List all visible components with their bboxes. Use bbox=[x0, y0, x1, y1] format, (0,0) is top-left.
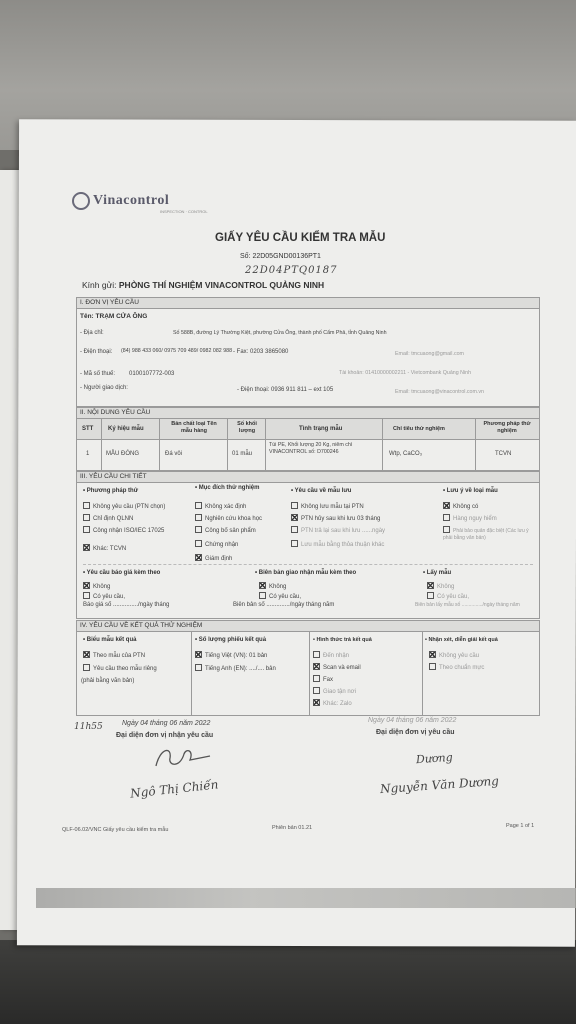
quote-option[interactable]: Có yêu cầu, bbox=[83, 592, 125, 600]
row-sample-type: Đá vôi bbox=[165, 451, 183, 457]
header-quantity: Số khối lượng bbox=[237, 421, 257, 434]
col-line bbox=[191, 632, 192, 715]
header-test-method: Phương pháp thử nghiệm bbox=[483, 421, 531, 434]
checkbox[interactable] bbox=[313, 687, 320, 694]
delivery-option[interactable]: Fax bbox=[313, 675, 333, 683]
table-col-line bbox=[101, 419, 102, 470]
footer-form-code: QLF-06.02/VNC Giấy yêu cầu kiểm tra mẫu bbox=[62, 827, 169, 833]
purpose-option[interactable]: Không xác định bbox=[195, 502, 246, 510]
checkbox-checked[interactable] bbox=[313, 663, 320, 670]
handwritten-time: 11h55 bbox=[74, 722, 103, 732]
checkbox[interactable] bbox=[83, 514, 90, 521]
table-col-line bbox=[265, 419, 266, 470]
right-signer-name: Nguyễn Văn Dương bbox=[379, 773, 500, 797]
row-quantity: 01 mẫu bbox=[232, 451, 253, 457]
checkbox[interactable] bbox=[429, 663, 436, 670]
address-value: Số 588B, đường Lý Thường Kiệt, phường Cửa Ông, thành phố Cẩm Phả, tỉnh Quảng Ninh bbox=[173, 330, 387, 336]
checkbox-checked[interactable] bbox=[429, 651, 436, 658]
fax-value: - Fax: 0203 3865080 bbox=[233, 349, 289, 355]
purpose-option[interactable]: Công bố sản phẩm bbox=[195, 526, 256, 534]
copies-title: • Số lượng phiếu kết quả bbox=[195, 637, 267, 643]
retain-title: • Yêu cầu về mẫu lưu bbox=[291, 488, 352, 494]
header-condition: Tình trạng mẫu bbox=[299, 426, 343, 432]
left-signature-scribble bbox=[150, 744, 220, 774]
section-heading: I. ĐƠN VỊ YÊU CẦU bbox=[77, 298, 539, 309]
footer-version: Phiên bản 01.21 bbox=[272, 825, 313, 831]
copies-option[interactable]: Tiếng Anh (EN): ..../.... bản bbox=[195, 664, 276, 672]
contact-email: Email: tmcuaong@vinacontrol.com.vn bbox=[395, 389, 484, 395]
left-signer-name: Ngô Thị Chiến bbox=[129, 777, 219, 801]
row-condition: Túi PE, Khối lượng 20 Kg, niêm chì VINACONTROL số: D700246 bbox=[269, 442, 353, 455]
sampling-option[interactable]: Không bbox=[427, 582, 454, 590]
review-option[interactable]: Không yêu cầu bbox=[429, 651, 479, 659]
delivery-option[interactable]: Scan và email bbox=[313, 663, 361, 671]
form-option[interactable]: Yêu cầu theo mẫu riêng bbox=[83, 664, 157, 672]
checkbox-checked[interactable] bbox=[443, 502, 450, 509]
footer-page: Page 1 of 1 bbox=[506, 823, 535, 829]
method-title: • Phương pháp thử bbox=[83, 488, 139, 494]
retain-option[interactable]: Không lưu mẫu tại PTN bbox=[291, 502, 364, 510]
section-detailed-requirements bbox=[76, 471, 540, 619]
checkbox-checked[interactable] bbox=[83, 544, 90, 551]
right-date: Ngày 04 tháng 06 năm 2022 bbox=[368, 717, 457, 724]
table-col-line bbox=[475, 419, 476, 470]
review-option[interactable]: Theo chuẩn mực bbox=[429, 663, 484, 671]
checkbox-checked[interactable] bbox=[427, 582, 434, 589]
checkbox-checked[interactable] bbox=[195, 651, 202, 658]
checkbox[interactable] bbox=[291, 502, 298, 509]
checkbox[interactable] bbox=[83, 664, 90, 671]
purpose-option[interactable]: Giám định bbox=[195, 554, 232, 562]
purpose-option[interactable]: Nghiên cứu khoa học bbox=[195, 514, 262, 522]
note-option[interactable]: Hàng nguy hiểm bbox=[443, 514, 497, 522]
checkbox[interactable] bbox=[291, 526, 298, 533]
delivery-option[interactable]: Giao tận nơi bbox=[313, 687, 356, 695]
retain-option[interactable]: Lưu mẫu bằng thỏa thuận khác bbox=[291, 540, 384, 548]
purpose-option[interactable]: Chứng nhận bbox=[195, 540, 238, 548]
checkbox[interactable] bbox=[313, 675, 320, 682]
checkbox[interactable] bbox=[195, 526, 202, 533]
header-sample-code: Ký hiệu mẫu bbox=[108, 426, 144, 432]
copies-option[interactable]: Tiếng Việt (VN): 01 bản bbox=[195, 651, 267, 659]
sampling-option[interactable]: Có yêu cầu, bbox=[427, 592, 469, 600]
contact-label: - Người giao dịch: bbox=[80, 385, 128, 391]
tax-value: 0100107772-003 bbox=[129, 371, 175, 377]
form-note: (phải bằng văn bản) bbox=[81, 678, 135, 684]
left-role: Đại diện đơn vị nhận yêu cầu bbox=[116, 732, 214, 739]
header-stt: STT bbox=[82, 426, 94, 432]
checkbox[interactable] bbox=[195, 540, 202, 547]
tax-label: - Mã số thuế: bbox=[80, 371, 116, 377]
table-col-line bbox=[382, 419, 383, 470]
checkbox-checked[interactable] bbox=[83, 582, 90, 589]
handover-option[interactable]: Không bbox=[259, 582, 286, 590]
section-heading: IV. YÊU CẦU VỀ KẾT QUẢ THỬ NGHIỆM bbox=[77, 621, 539, 632]
quote-ref: Báo giá số .............../ngày tháng bbox=[83, 602, 170, 608]
checkbox[interactable] bbox=[443, 526, 450, 533]
table-divider bbox=[77, 439, 539, 440]
checkbox[interactable] bbox=[259, 592, 266, 599]
document-number: Số: 22D05GND00136PT1 bbox=[240, 253, 321, 260]
document-title: GIẤY YÊU CẦU KIỂM TRA MẪU bbox=[215, 232, 386, 244]
logo-emblem-icon bbox=[72, 192, 90, 210]
header-sample-type: Bản chất loại Tên mẫu hàng bbox=[171, 421, 217, 434]
checkbox[interactable] bbox=[83, 502, 90, 509]
handover-option[interactable]: Có yêu cầu, bbox=[259, 592, 301, 600]
contact-phone: - Điện thoại: 0936 911 811 – ext 105 bbox=[237, 387, 334, 393]
checkbox[interactable] bbox=[443, 514, 450, 521]
checkbox-checked[interactable] bbox=[259, 582, 266, 589]
retain-option[interactable]: PTN trả lại sau khi lưu ......ngày bbox=[291, 526, 385, 534]
handwritten-number: 22D04PTQ0187 bbox=[245, 265, 338, 276]
delivery-option[interactable]: Đến nhận bbox=[313, 651, 349, 659]
delivery-title: • Hình thức trả kết quả bbox=[313, 637, 372, 643]
col-line bbox=[422, 632, 423, 715]
checkbox-checked[interactable] bbox=[83, 651, 90, 658]
review-title: • Nhận xét, diễn giải kết quả bbox=[425, 637, 498, 643]
quote-option[interactable]: Không bbox=[83, 582, 110, 590]
method-option[interactable]: Không yêu cầu (PTN chọn) bbox=[83, 502, 165, 510]
header-test-items: Chỉ tiêu thử nghiệm bbox=[393, 426, 445, 432]
left-date: Ngày 04 tháng 06 năm 2022 bbox=[122, 720, 211, 727]
purpose-title: • Mục đích thử nghiệm bbox=[195, 485, 260, 491]
method-option[interactable]: Chỉ định QLNN bbox=[83, 514, 133, 522]
checkbox[interactable] bbox=[195, 502, 202, 509]
checkbox-checked[interactable] bbox=[291, 514, 298, 521]
checkbox[interactable] bbox=[83, 526, 90, 533]
quote-title: • Yêu cầu báo giá kèm theo bbox=[83, 570, 161, 576]
method-option[interactable]: Công nhận ISO/IEC 17025 bbox=[83, 526, 164, 534]
section-request-content bbox=[76, 407, 540, 471]
row-sample-code: MẪU ĐÓNG bbox=[106, 451, 139, 457]
row-test-items: Wtp, CaCO₃ bbox=[389, 451, 423, 457]
divider bbox=[83, 564, 533, 565]
address-label: - Địa chỉ: bbox=[80, 330, 104, 336]
note-option[interactable]: Phải bảo quản đặc biệt (Các lưu ý phải bằng văn bản) bbox=[443, 528, 529, 541]
checkbox[interactable] bbox=[313, 651, 320, 658]
delivery-option[interactable]: Khác: Zalo bbox=[313, 699, 352, 707]
col-line bbox=[309, 632, 310, 715]
sampling-title: • Lấy mẫu bbox=[423, 570, 452, 576]
unit-name: Tên: TRẠM CỬA ÔNG bbox=[80, 313, 148, 320]
checkbox[interactable] bbox=[195, 514, 202, 521]
section-requesting-unit bbox=[76, 297, 540, 407]
note-option[interactable]: Không có bbox=[443, 502, 478, 510]
background-floor bbox=[0, 940, 576, 1024]
checkbox[interactable] bbox=[83, 592, 90, 599]
phone-label: - Điện thoại: bbox=[80, 349, 113, 355]
checkbox-checked[interactable] bbox=[195, 554, 202, 561]
section-result-requirements bbox=[76, 620, 540, 716]
right-signature: Dương bbox=[415, 750, 454, 767]
phone-value: (84) 988 433 060/ 0975 709 489/ 0982 082 988 bbox=[121, 348, 233, 354]
email-value: Email: tmcuaong@gmail.com bbox=[395, 351, 464, 357]
handover-ref: Biên bản số ............../ngày tháng năm bbox=[233, 602, 335, 608]
handover-title: • Biên bản giao nhận mẫu kèm theo bbox=[255, 570, 357, 576]
company-logo: Vinacontrol bbox=[72, 192, 169, 210]
checkbox[interactable] bbox=[427, 592, 434, 599]
checkbox[interactable] bbox=[195, 664, 202, 671]
form-title: • Biểu mẫu kết quả bbox=[83, 637, 137, 643]
sampling-ref: Biên bản lấy mẫu số .............../ngày tháng năm bbox=[415, 602, 520, 608]
table-col-line bbox=[227, 419, 228, 470]
section-heading: II. NỘI DUNG YÊU CẦU bbox=[77, 408, 539, 419]
checkbox[interactable] bbox=[291, 540, 298, 547]
note-title: • Lưu ý về loại mẫu bbox=[443, 488, 498, 494]
method-option[interactable]: Khác: TCVN bbox=[83, 544, 126, 552]
checkbox-checked[interactable] bbox=[313, 699, 320, 706]
retain-option[interactable]: PTN hủy sau khi lưu 03 tháng bbox=[291, 514, 380, 522]
logo-subtitle: INSPECTION · CONTROL bbox=[160, 209, 208, 214]
recipient-line: Kính gửi: PHÒNG THÍ NGHIỆM VINACONTROL QUẢNG NINH bbox=[82, 280, 325, 290]
form-option[interactable]: Theo mẫu của PTN bbox=[83, 651, 145, 659]
row-stt: 1 bbox=[86, 451, 90, 457]
section-heading: III. YÊU CẦU CHI TIẾT bbox=[77, 472, 539, 483]
row-test-method: TCVN bbox=[495, 451, 512, 457]
right-role: Đại diện đơn vị yêu cầu bbox=[376, 729, 455, 736]
account-value: Tài khoản: 01410000002211 - Vietcombank Quảng Ninh bbox=[339, 370, 472, 376]
page-shadow-strip bbox=[36, 888, 576, 908]
table-col-line bbox=[159, 419, 160, 470]
